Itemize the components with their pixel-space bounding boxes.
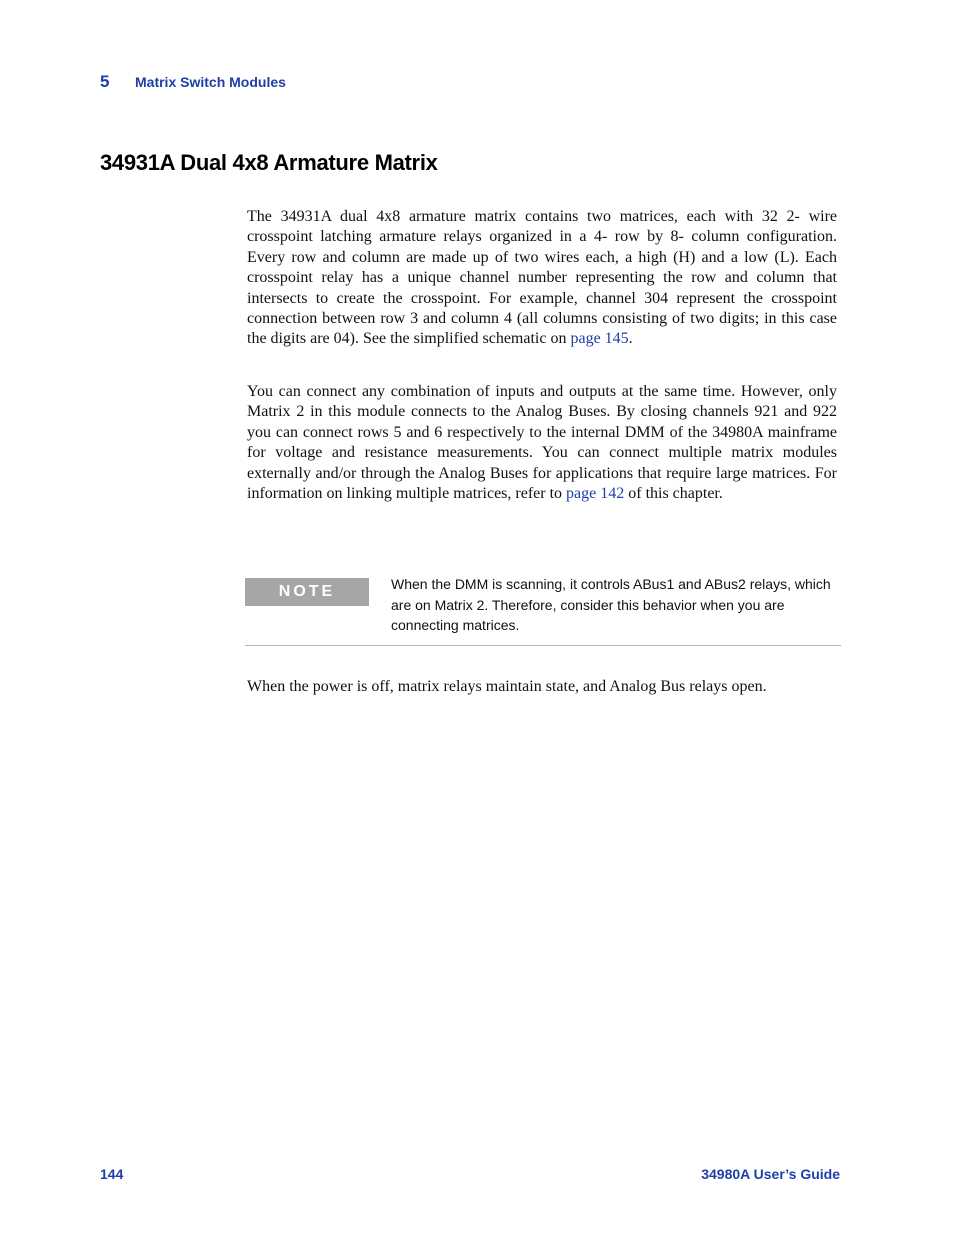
- connections-paragraph-end: of this chapter.: [624, 485, 723, 503]
- page-145-link[interactable]: page 145: [570, 330, 629, 348]
- connections-paragraph: [247, 382, 837, 504]
- section-heading: 34931A Dual 4x8 Armature Matrix: [100, 150, 438, 175]
- connections-paragraph-text: You can connect any combination of inputs and outputs at the same time. However, only Matrix 2 in this module connects to the Analog Buses. By closing channels 921 and 922 you can connect rows 5 and 6 respectively to the internal DMM of the 34980A mainframe for voltage and resistance measurements. You can connect multiple matrix modules externally and/or through the Analog Buses for applications that require large matrices. For information on linking multiple matrices, refer to: [247, 383, 837, 503]
- chapter-number: 5: [100, 72, 110, 91]
- running-header: [100, 72, 286, 94]
- guide-title: 34980A User’s Guide: [701, 1166, 840, 1182]
- power-off-paragraph: When the power is off, matrix relays maintain state, and Analog Bus relays open.: [247, 678, 767, 695]
- intro-paragraph-end: .: [628, 330, 633, 348]
- page-number: 144: [100, 1166, 124, 1182]
- page-142-link[interactable]: page 142: [566, 485, 625, 503]
- note-block: [245, 573, 841, 646]
- chapter-title: Matrix Switch Modules: [135, 74, 286, 90]
- intro-paragraph: [247, 207, 837, 350]
- note-label: NOTE: [245, 578, 369, 606]
- note-text: When the DMM is scanning, it controls ABus1 and ABus2 relays, which are on Matrix 2. Therefore, consider this behavior when you are connecting matrices.: [391, 576, 831, 633]
- intro-paragraph-text: The 34931A dual 4x8 armature matrix contains two matrices, each with 32 2- wire crosspoint latching armature relays organized in a 4- row by 8- column configuration. Every row and column are made up of two wires each, a high (H) and a low (L). Each crosspoint relay has a unique channel number representing the row and column that intersects to create the crosspoint. For example, channel 304 represent the crosspoint connection between row 3 and column 4 (all columns consisting of two digits; in this case the digits are 04). See the simplified schematic on: [247, 208, 837, 348]
